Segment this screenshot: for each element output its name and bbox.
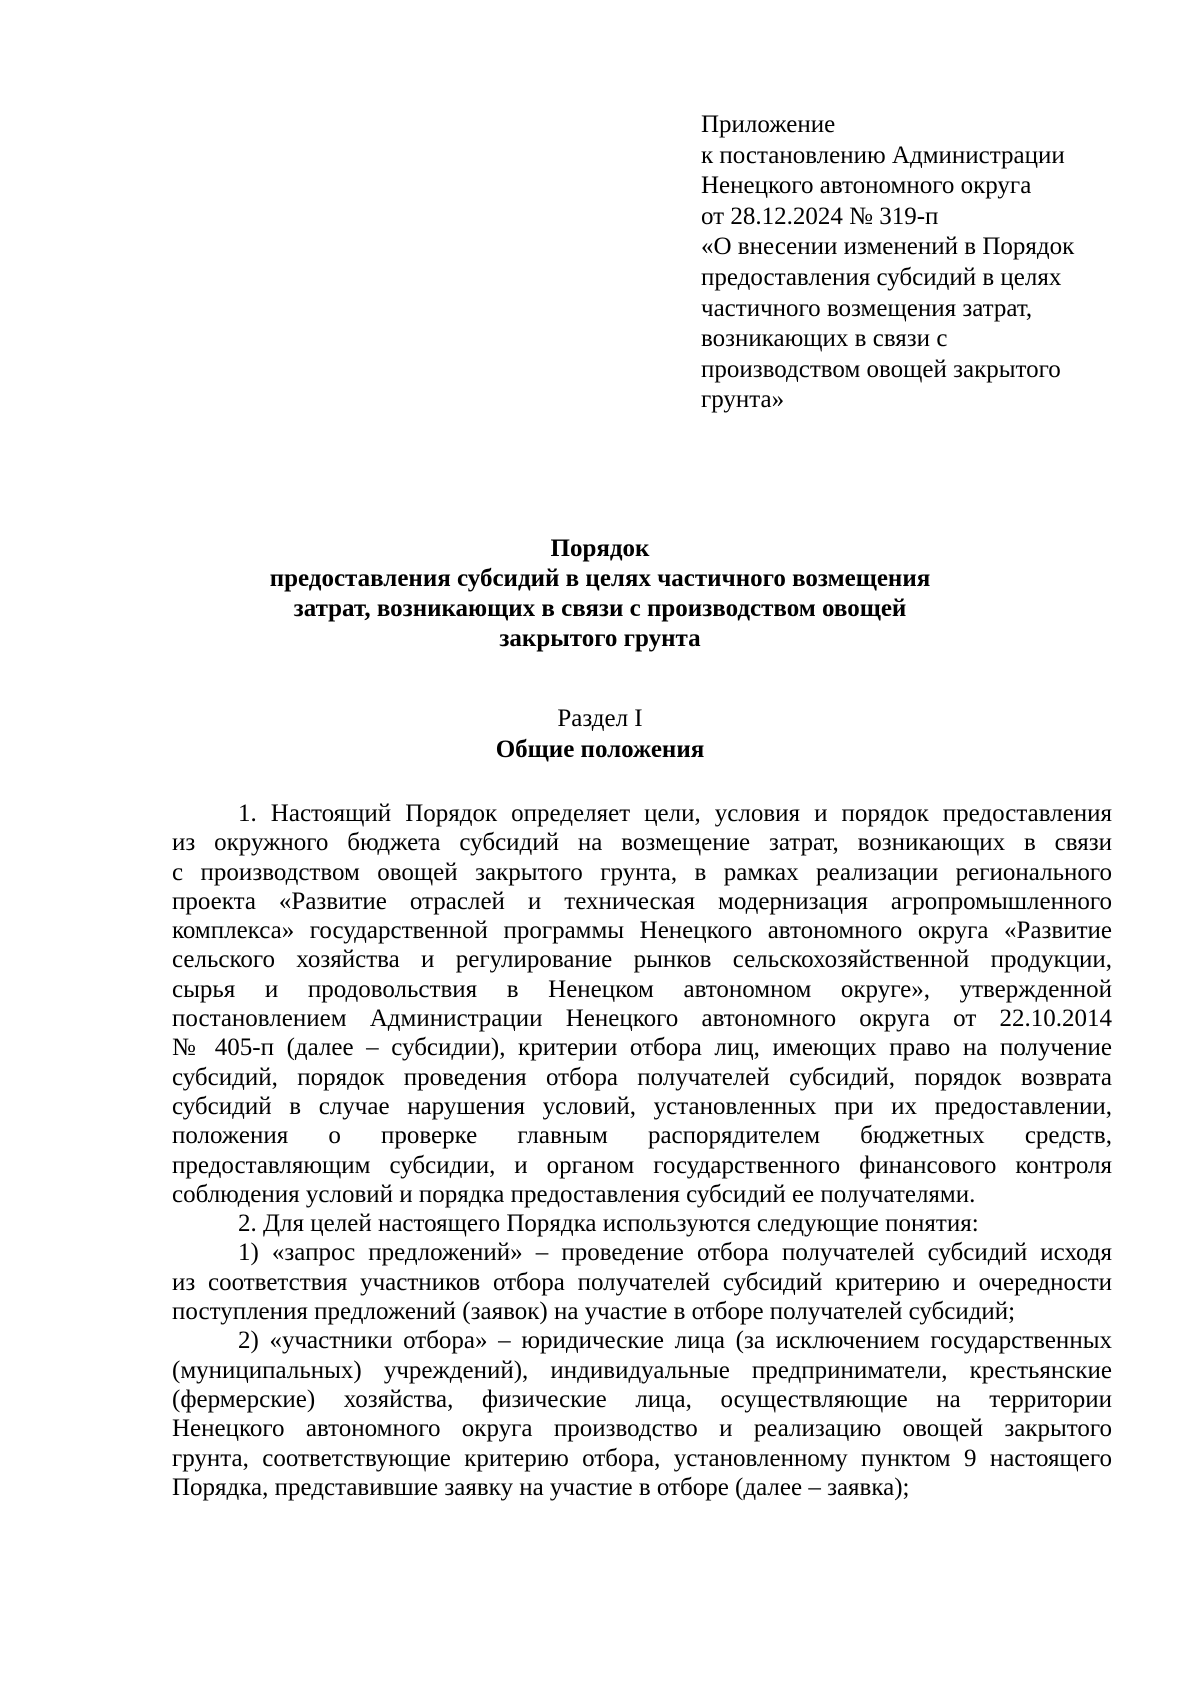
section-title: Общие положения [495, 736, 705, 763]
paragraph-line: 2. Для целей настоящего Порядка используются следующие понятия: [238, 1210, 979, 1238]
paragraph-line: 2) «участники отбора» – юридические лица (за исключением государственных [238, 1327, 1112, 1355]
paragraph-line: положения о проверке главным распорядителем бюджетных средств, [172, 1122, 1112, 1150]
title-line: затрат, возникающих в связи с производством овощей [293, 595, 907, 622]
paragraph-line: субсидий в случае нарушения условий, установленных при их предоставлении, [172, 1092, 1112, 1120]
paragraph-line: 1. Настоящий Порядок определяет цели, условия и порядок предоставления [238, 800, 1112, 827]
appendix-line: «О внесении изменений в Порядок [701, 233, 1075, 261]
paragraph-line: Ненецкого автономного округа производство и реализацию овощей закрытого [172, 1415, 1112, 1443]
appendix-line: возникающих в связи с [701, 325, 948, 353]
paragraph-line: поступления предложений (заявок) на участие в отборе получателей субсидий; [172, 1298, 1016, 1326]
paragraph-line: субсидий, порядок проведения отбора получателей субсидий, порядок возврата [172, 1063, 1112, 1091]
paragraph-line: постановлением Администрации Ненецкого автономного округа от 22.10.2014 [172, 1005, 1112, 1033]
body-text [172, 799, 1112, 1502]
paragraph-line: (фермерские) хозяйства, физические лица, осуществляющие на территории [172, 1385, 1112, 1413]
paragraph-line: соблюдения условий и порядка предоставления субсидий ее получателями. [172, 1180, 976, 1208]
appendix-line: к постановлению Администрации [701, 141, 1065, 169]
document-title [150, 534, 1050, 654]
paragraph-line: из соответствия участников отбора получателей субсидий критерию и очередности [172, 1268, 1112, 1296]
appendix-line: грунта» [701, 386, 785, 414]
title-line: предоставления субсидий в целях частичного возмещения [269, 565, 931, 592]
paragraph-line: № 405-п (далее – субсидии), критерии отбора лиц, имеющих право на получение [172, 1034, 1112, 1062]
title-line: Порядок [550, 535, 650, 562]
appendix-line: Приложение [701, 111, 836, 138]
paragraph-line: 1) «запрос предложений» – проведение отбора получателей субсидий исходя [238, 1239, 1112, 1267]
paragraph-line: грунта, соответствующие критерию отбора, установленному пунктом 9 настоящего [172, 1444, 1112, 1472]
paragraph-line: сельского хозяйства и регулирование рынков сельскохозяйственной продукции, [172, 946, 1112, 974]
paragraph-line: сырья и продовольствия в Ненецком автономном округе», утвержденной [172, 975, 1112, 1003]
appendix-line: предоставления субсидий в целях [701, 263, 1062, 291]
paragraph-line: предоставляющим субсидии, и органом государственного финансового контроля [172, 1151, 1112, 1179]
appendix-block [701, 110, 1141, 416]
paragraph-line: комплекса» государственной программы Ненецкого автономного округа «Развитие [172, 917, 1112, 945]
appendix-line: частичного возмещения затрат, [701, 294, 1033, 322]
paragraph-line: проекта «Развитие отраслей и техническая модернизация агропромышленного [172, 887, 1112, 915]
appendix-line: Ненецкого автономного округа [701, 172, 1032, 200]
paragraph-line: Порядка, представившие заявку на участие в отборе (далее – заявка); [172, 1473, 910, 1501]
appendix-line: производством овощей закрытого [701, 355, 1061, 383]
paragraph-line: с производством овощей закрытого грунта, в рамках реализации регионального [172, 858, 1112, 886]
appendix-line: от 28.12.2024 № 319-п [701, 202, 939, 230]
section-label: Раздел I [557, 705, 643, 732]
paragraph-line: из окружного бюджета субсидий на возмещение затрат, возникающих в связи [172, 829, 1112, 857]
title-line: закрытого грунта [499, 625, 701, 652]
paragraph-line: (муниципальных) учреждений), индивидуальные предприниматели, крестьянские [172, 1356, 1112, 1384]
